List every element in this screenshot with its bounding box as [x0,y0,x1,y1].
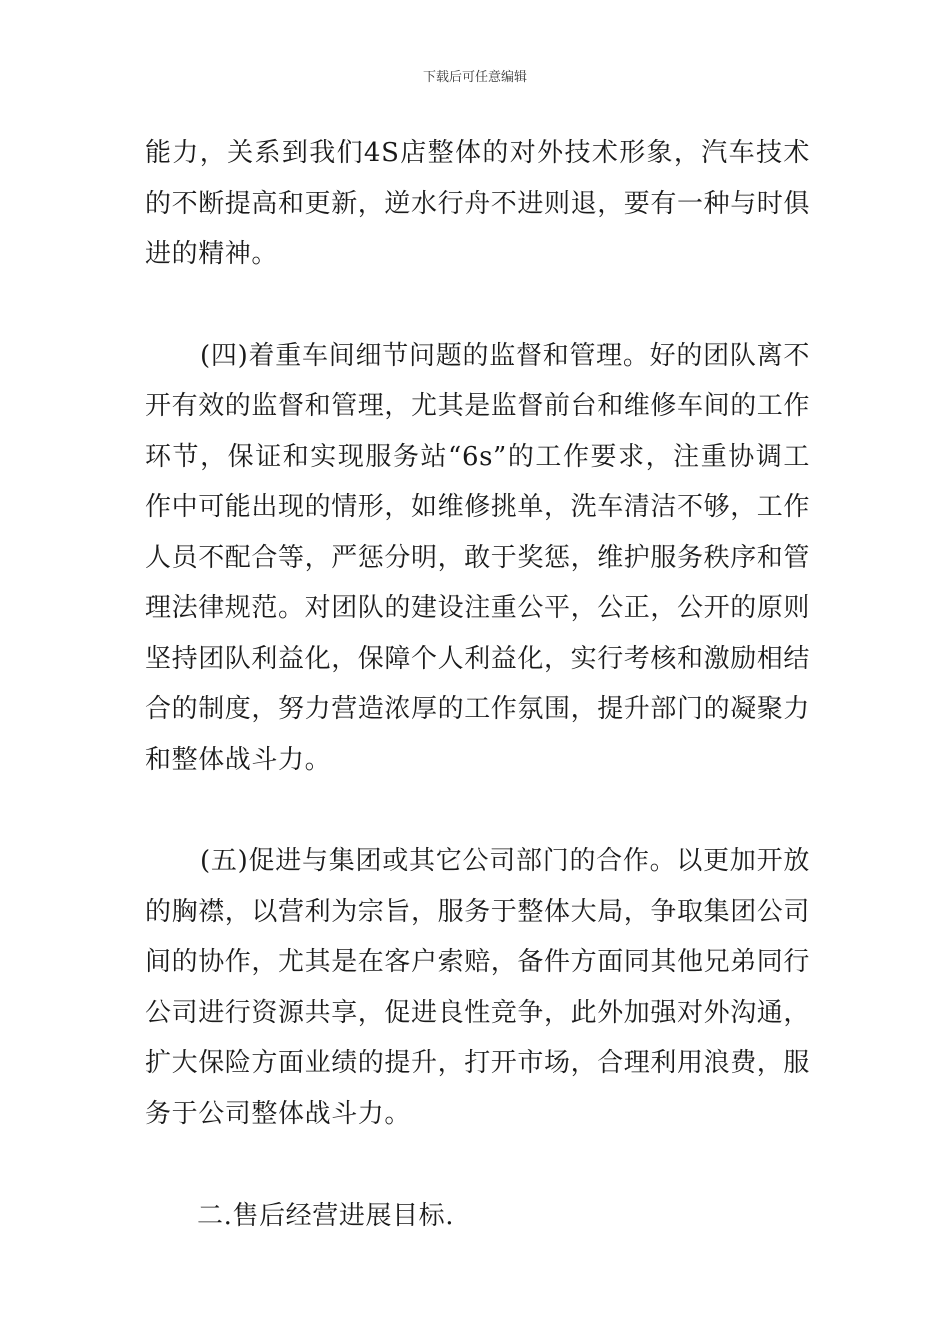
section-heading: 二.售后经营进展目标. [197,1201,455,1231]
document-body [145,128,810,1242]
paragraph-section-five: (五)促进与集团或其它公司部门的合作。以更加开放的胸襟，以营利为宗旨，服务于整体大局，争取集团公司间的协作，尤其是在客户索赔，备件方面同其他兄弟同行公司进行资源共享，促进良性竞争，此外加强对外沟通，扩大保险方面业绩的提升，打开市场，合理利用浪费，服务于公司整体战斗力。 [145,846,811,1129]
page-header: 下载后可任意编辑 [422,70,527,85]
paragraph-continuation: 能力，关系到我们4S店整体的对外技术形象，汽车技术的不断提高和更新，逆水行舟不进则退，要有一种与时俱进的精神。 [145,138,811,269]
paragraph-section-four: (四)着重车间细节问题的监督和管理。好的团队离不开有效的监督和管理，尤其是监督前台和维修车间的工作环节，保证和实现服务站“6s”的工作要求，注重协调工作中可能出现的情形，如维修挑单，洗车清洁不够，工作人员不配合等，严惩分明，敢于奖惩，维护服务秩序和管理法律规范。对团队的建设注重公平，公正，公开的原则坚持团队利益化，保障个人利益化，实行考核和激励相结合的制度，努力营造浓厚的工作氛围，提升部门的凝聚力和整体战斗力。 [145,340,811,775]
